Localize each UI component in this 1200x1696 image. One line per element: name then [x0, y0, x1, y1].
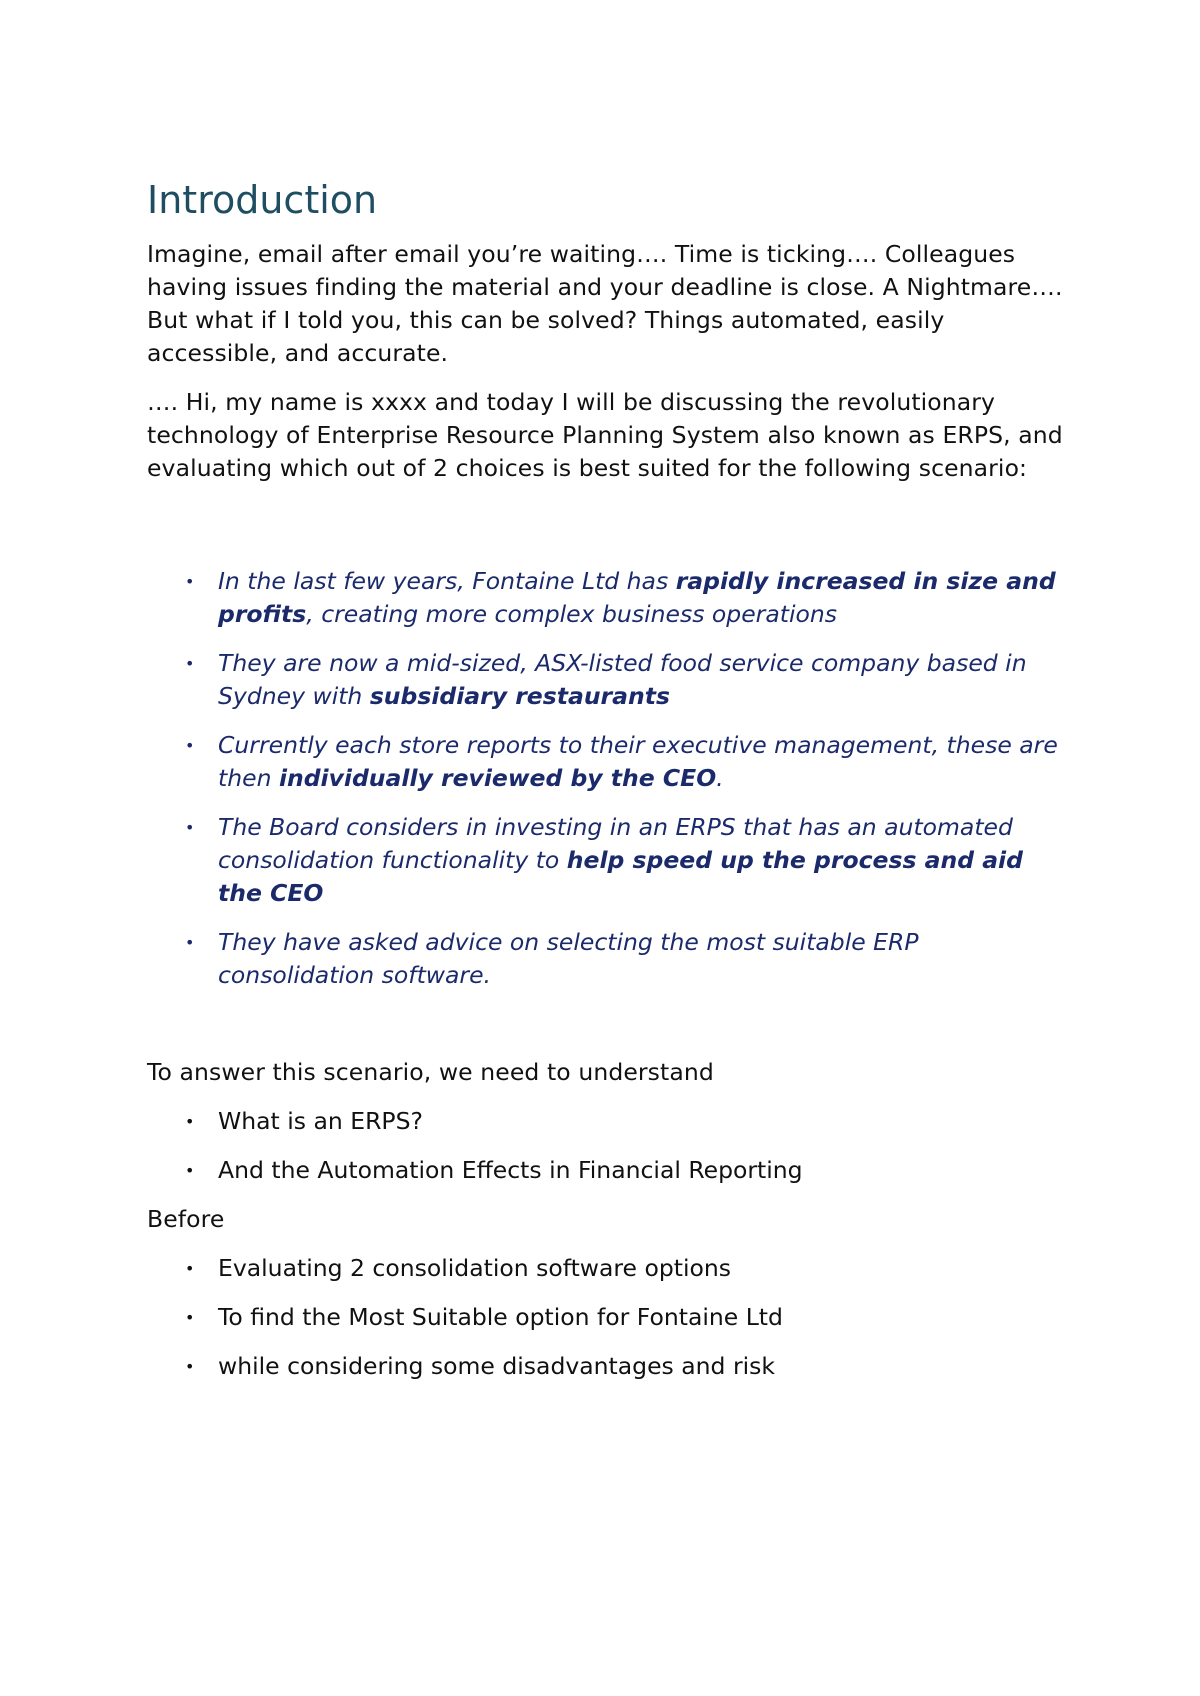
- document-page: [147, 178, 1067, 1399]
- list-item: • And the Automation Effects in Financial Reporting: [147, 1154, 1067, 1187]
- scenario-item: [147, 926, 1067, 992]
- understand-intro: To answer this scenario, we need to understand: [147, 1057, 714, 1086]
- scenario-text: They are now a mid-sized, ASX-listed food service company based in Sydney with: [218, 648, 1027, 710]
- bullet-icon: •: [185, 1111, 195, 1131]
- understand-list: [147, 1105, 1067, 1187]
- bullet-icon: •: [185, 1258, 195, 1278]
- list-item: • Evaluating 2 consolidation software options: [147, 1252, 1067, 1285]
- scenario-text: The Board considers in investing in an ERPS that has an automated consolidation functionality to: [218, 812, 1013, 874]
- scenario-emphasis: individually reviewed by the CEO: [278, 763, 717, 792]
- scenario-item: [147, 729, 1067, 795]
- page-title: Introduction: [147, 178, 378, 222]
- before-label: Before: [147, 1204, 225, 1233]
- intro-paragraph: Imagine, email after email you’re waiting…. Time is ticking…. Colleagues having issues finding the material and your deadline is close. A Nightmare…. But what if I told you, this can be solved? Things automated, easily accessible, and accurate.: [147, 239, 1063, 367]
- scenario-emphasis: rapidly increased in size and profits: [218, 566, 1056, 628]
- scenario-text: Currently each store reports to their executive management, these are then: [218, 730, 1058, 792]
- bullet-icon: •: [185, 571, 195, 591]
- scenario-emphasis: help speed up the process and aid the CEO: [218, 845, 1023, 907]
- bullet-icon: •: [185, 932, 195, 952]
- list-item: • while considering some disadvantages and risk: [147, 1350, 1067, 1383]
- scenario-list: [147, 565, 1067, 992]
- list-item: • To find the Most Suitable option for Fontaine Ltd: [147, 1301, 1067, 1334]
- scenario-item: [147, 647, 1067, 713]
- scenario-item: [147, 811, 1067, 910]
- scenario-text: In the last few years, Fontaine Ltd has: [218, 566, 676, 595]
- bullet-icon: •: [185, 735, 195, 755]
- list-item: • What is an ERPS?: [147, 1105, 1067, 1138]
- bullet-icon: •: [185, 1356, 195, 1376]
- bullet-icon: •: [185, 653, 195, 673]
- before-list: [147, 1252, 1067, 1383]
- bullet-icon: •: [185, 817, 195, 837]
- bullet-icon: •: [185, 1307, 195, 1327]
- scenario-emphasis: subsidiary restaurants: [369, 681, 670, 710]
- scenario-text: .: [716, 763, 724, 792]
- scenario-item: [147, 565, 1067, 631]
- scenario-text: , creating more complex business operations: [306, 599, 837, 628]
- scenario-text: They have asked advice on selecting the most suitable ERP consolidation software.: [218, 927, 919, 989]
- bullet-icon: •: [185, 1160, 195, 1180]
- speaker-paragraph: …. Hi, my name is xxxx and today I will be discussing the revolutionary technology of Enterprise Resource Planning System also known as ERPS, and evaluating which out of 2 choices is best suited for the following scenario:: [147, 387, 1063, 482]
